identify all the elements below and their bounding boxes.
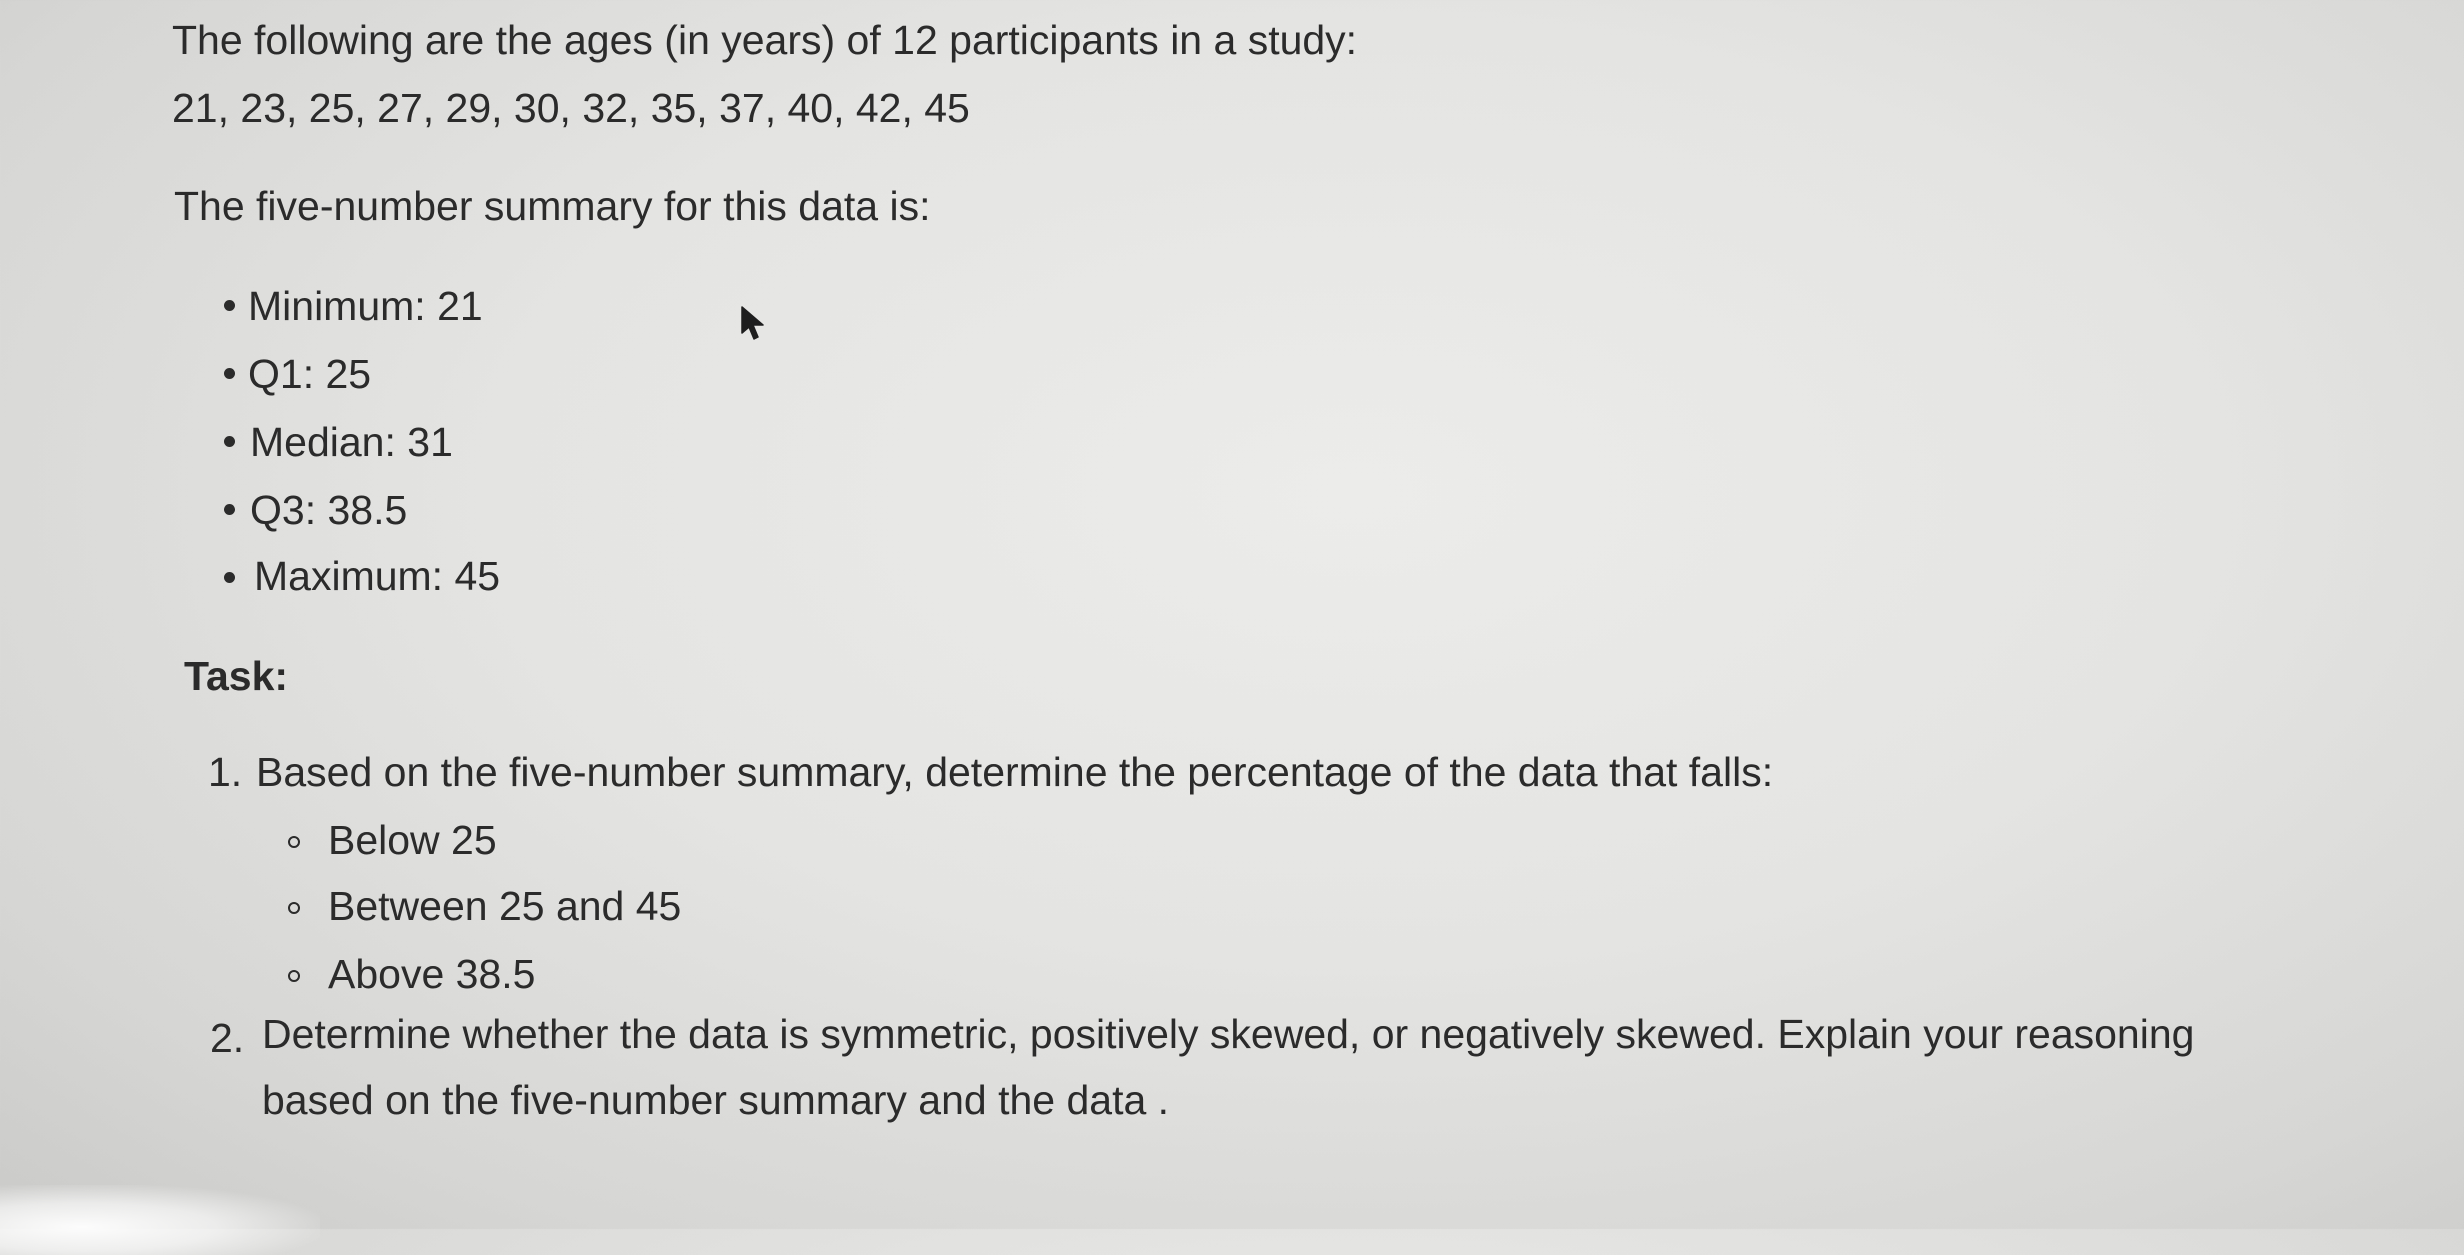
sub-bullet-icon bbox=[288, 902, 300, 914]
task-2-text-line-1: Determine whether the data is symmetric, positively skewed, or negatively skewed. Explain your reasoning bbox=[262, 1011, 2195, 1057]
summary-item-maximum bbox=[254, 550, 500, 602]
screen-glare bbox=[0, 1185, 320, 1255]
summary-label: Minimum: bbox=[248, 283, 426, 329]
summary-intro: The five-number summary for this data is: bbox=[174, 183, 931, 229]
summary-value: 38.5 bbox=[327, 487, 408, 533]
task-1-text: Based on the five-number summary, determine the percentage of the data that falls: bbox=[256, 749, 1774, 795]
summary-item-q1 bbox=[248, 348, 371, 400]
bullet-icon bbox=[224, 504, 235, 515]
bullet-icon bbox=[224, 436, 235, 447]
summary-value: 25 bbox=[325, 351, 372, 397]
bullet-icon bbox=[224, 300, 235, 311]
summary-label: Q3: bbox=[250, 487, 317, 533]
intro-line-1: The following are the ages (in years) of 12 participants in a study: bbox=[172, 17, 1358, 63]
summary-label: Maximum: bbox=[254, 553, 444, 599]
task-1-subitem-below-25: Below 25 bbox=[328, 817, 497, 863]
mouse-pointer-icon bbox=[740, 305, 770, 345]
summary-value: 31 bbox=[407, 419, 453, 465]
bullet-icon bbox=[224, 368, 235, 379]
summary-value: 21 bbox=[437, 283, 483, 329]
sub-bullet-icon bbox=[288, 836, 300, 848]
summary-item-q3 bbox=[250, 484, 407, 536]
bullet-icon bbox=[224, 572, 235, 583]
task-2-text-line-2: based on the five-number summary and the data . bbox=[262, 1077, 1170, 1123]
ages-data-line: 21, 23, 25, 27, 29, 30, 32, 35, 37, 40, 42, 45 bbox=[172, 85, 970, 131]
sub-bullet-icon bbox=[288, 970, 300, 982]
summary-item-minimum bbox=[248, 280, 483, 332]
summary-label: Q1: bbox=[248, 351, 315, 397]
task-1-subitem-between: Between 25 and 45 bbox=[328, 883, 682, 929]
task-1-subitem-above: Above 38.5 bbox=[328, 951, 536, 997]
task-heading: Task: bbox=[184, 653, 289, 699]
summary-item-median bbox=[250, 416, 453, 468]
summary-label: Median: bbox=[250, 419, 396, 465]
task-1-number: 1. bbox=[208, 749, 243, 795]
task-2-number: 2. bbox=[210, 1015, 245, 1061]
summary-value: 45 bbox=[454, 553, 501, 599]
